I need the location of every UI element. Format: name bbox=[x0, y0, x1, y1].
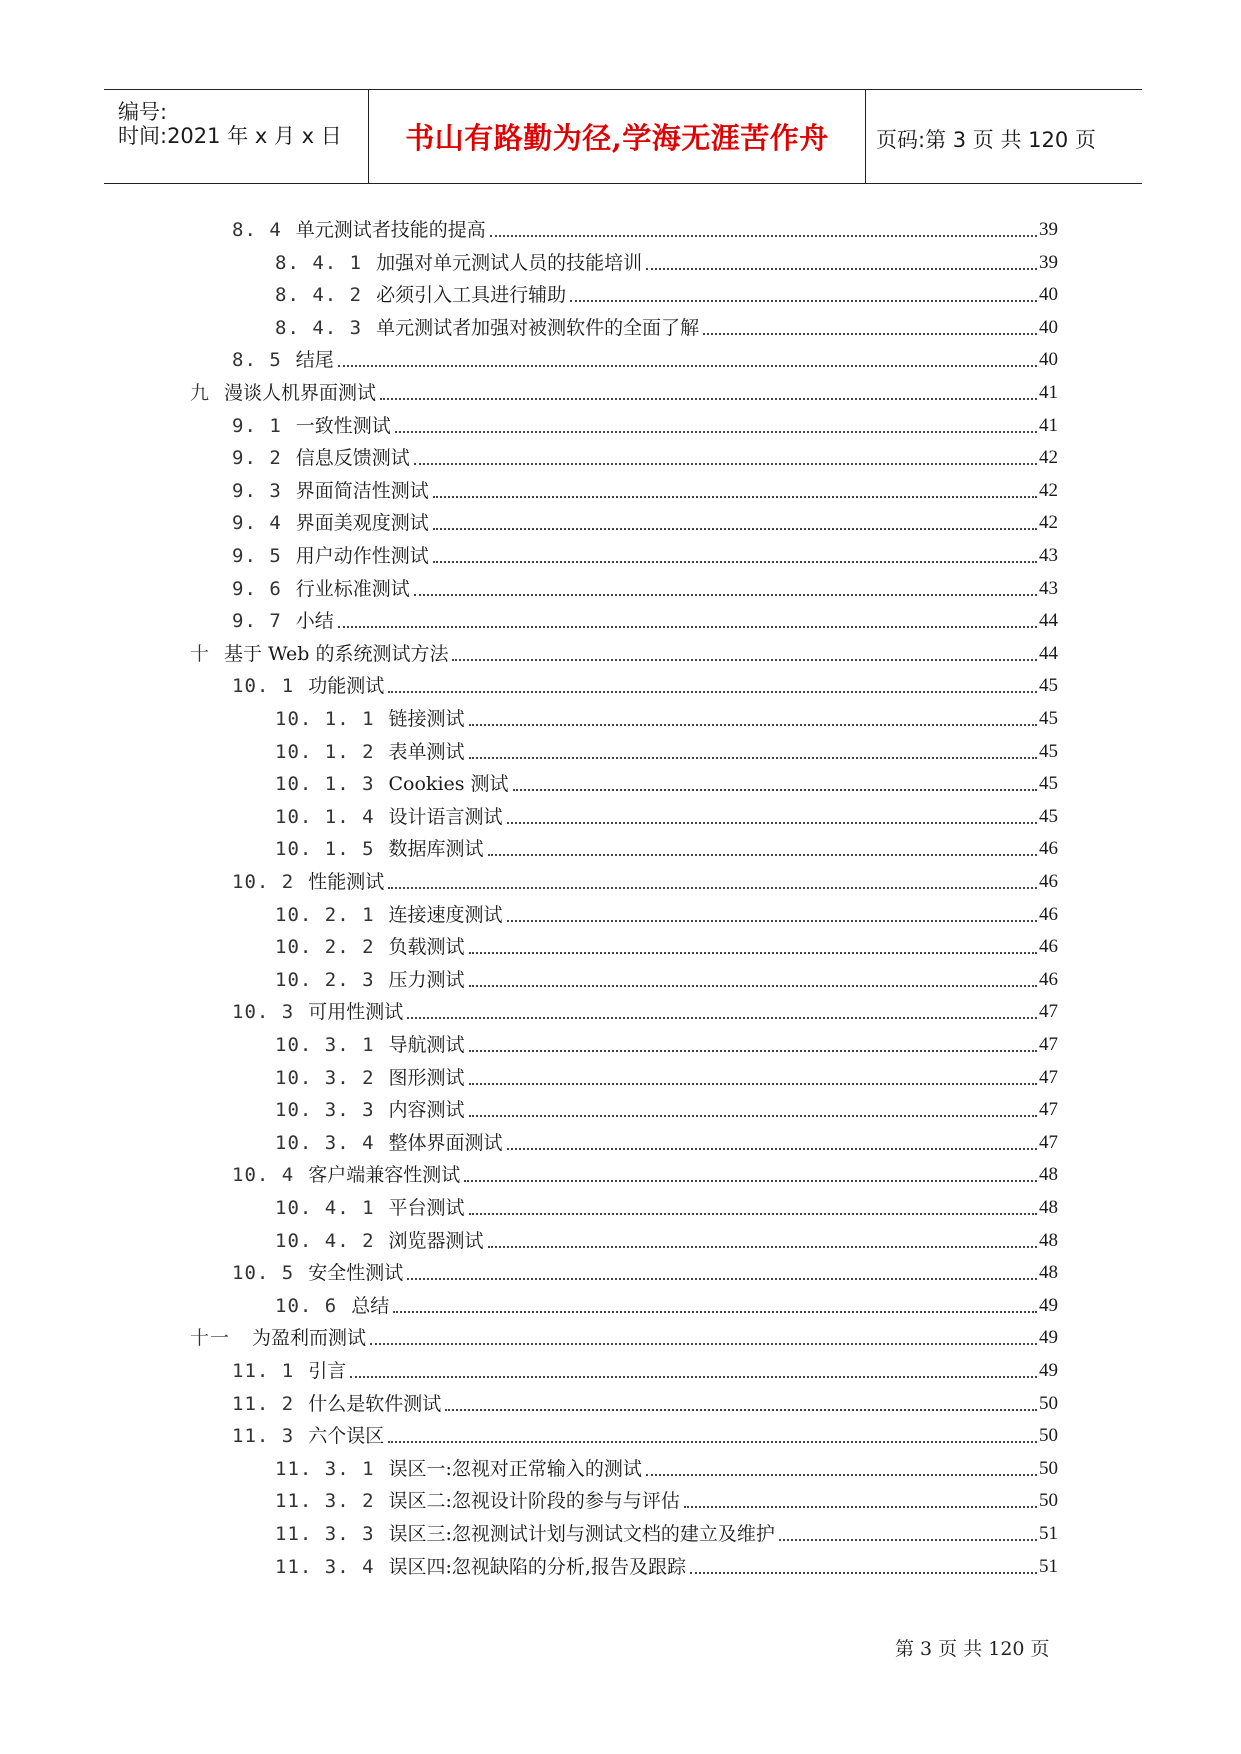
toc-entry[interactable] bbox=[275, 1485, 1058, 1513]
toc-entry-number: 10. 2. 1 bbox=[275, 903, 375, 926]
toc-entry[interactable] bbox=[275, 1518, 1058, 1546]
toc-entry-page: 44 bbox=[1039, 642, 1058, 664]
toc-entry-page: 46 bbox=[1039, 936, 1058, 958]
toc-entry[interactable] bbox=[232, 1355, 1058, 1383]
toc-entry-title: 导航测试 bbox=[388, 1034, 465, 1056]
toc-entry-title: 性能测试 bbox=[308, 871, 385, 893]
toc-leader-dots bbox=[507, 822, 1037, 824]
toc-entry-number: 11. 3. 4 bbox=[275, 1555, 375, 1578]
toc-entry[interactable] bbox=[232, 442, 1058, 470]
toc-entry-number: 十 bbox=[190, 642, 211, 665]
toc-entry-page: 49 bbox=[1039, 1360, 1058, 1381]
toc-entry-page: 45 bbox=[1039, 740, 1058, 762]
toc-entry-title: 误区三:忽视测试计划与测试文档的建立及维护 bbox=[388, 1523, 775, 1545]
toc-entry-number: 8. 4. 3 bbox=[275, 316, 363, 339]
toc-entry-page: 48 bbox=[1039, 1164, 1058, 1186]
header-motto-cell bbox=[368, 90, 866, 183]
toc-entry-number: 9. 3 bbox=[232, 479, 282, 502]
toc-entry-title: 六个误区 bbox=[308, 1425, 385, 1448]
toc-leader-dots bbox=[407, 1017, 1037, 1019]
toc-entry-number: 10. 3. 1 bbox=[275, 1034, 375, 1056]
toc-leader-dots bbox=[469, 724, 1037, 726]
toc-entry-title: 一致性测试 bbox=[295, 414, 391, 437]
toc-entry-page: 46 bbox=[1039, 871, 1058, 892]
toc-leader-dots bbox=[388, 1441, 1037, 1443]
toc-entry-title: 链接测试 bbox=[388, 708, 465, 730]
page-footer: 第 3 页 共 120 页 bbox=[895, 1638, 1050, 1660]
toc-entry-page: 42 bbox=[1039, 479, 1058, 501]
toc-entry-title: 总结 bbox=[351, 1294, 390, 1317]
toc-leader-dots bbox=[445, 1409, 1037, 1411]
toc-entry-title: 必须引入工具进行辅助 bbox=[376, 284, 567, 307]
toc-entry-page: 51 bbox=[1039, 1555, 1058, 1577]
toc-entry[interactable] bbox=[275, 1094, 1058, 1122]
toc-entry-number: 10. 1. 2 bbox=[275, 740, 375, 763]
toc-leader-dots bbox=[433, 528, 1037, 530]
toc-entry-number: 9. 2 bbox=[232, 447, 282, 470]
toc-entry-number: 10. 1 bbox=[232, 675, 295, 698]
toc-entry-page: 40 bbox=[1039, 349, 1058, 371]
toc-entry-page: 48 bbox=[1039, 1197, 1058, 1218]
toc-entry-number: 10. 3. 4 bbox=[275, 1131, 375, 1154]
toc-entry[interactable] bbox=[275, 1551, 1058, 1579]
toc-entry-page: 50 bbox=[1039, 1490, 1058, 1512]
toc-leader-dots bbox=[388, 691, 1037, 693]
toc-leader-dots bbox=[469, 757, 1037, 759]
toc-leader-dots bbox=[370, 1343, 1037, 1345]
toc-entry-number: 10. 1. 4 bbox=[275, 805, 375, 828]
toc-leader-dots bbox=[414, 594, 1037, 596]
toc-leader-dots bbox=[395, 431, 1037, 433]
toc-entry-title: 数据库测试 bbox=[388, 838, 484, 861]
toc-leader-dots bbox=[513, 789, 1037, 791]
toc-entry-page: 49 bbox=[1039, 1327, 1058, 1349]
toc-entry-number: 10. 1. 5 bbox=[275, 838, 375, 861]
toc-entry[interactable] bbox=[190, 377, 1058, 405]
toc-entry[interactable] bbox=[275, 931, 1058, 959]
toc-leader-dots bbox=[469, 952, 1037, 954]
toc-entry[interactable] bbox=[275, 964, 1058, 992]
toc-entry-number: 9. 4 bbox=[232, 512, 282, 535]
toc-entry-number: 8. 4. 2 bbox=[275, 284, 363, 307]
toc-entry[interactable] bbox=[232, 344, 1058, 372]
toc-entry-title: 引言 bbox=[308, 1360, 347, 1382]
toc-leader-dots bbox=[388, 887, 1037, 889]
toc-entry[interactable] bbox=[275, 247, 1058, 275]
toc-entry[interactable] bbox=[275, 312, 1058, 340]
toc-entry-number: 10. 4. 1 bbox=[275, 1197, 375, 1219]
toc-entry-page: 48 bbox=[1039, 1229, 1058, 1251]
toc-entry-page: 42 bbox=[1039, 512, 1058, 534]
toc-entry-page: 50 bbox=[1039, 1425, 1058, 1447]
toc-entry-page: 44 bbox=[1039, 610, 1058, 632]
toc-entry-page: 43 bbox=[1039, 545, 1058, 566]
toc-entry-number: 11. 1 bbox=[232, 1360, 295, 1382]
toc-leader-dots bbox=[350, 1376, 1037, 1378]
toc-entry[interactable] bbox=[232, 540, 1058, 568]
toc-entry-title: 为盈利而测试 bbox=[252, 1327, 367, 1350]
toc-leader-dots bbox=[469, 1115, 1037, 1117]
toc-entry-title: 用户动作性测试 bbox=[295, 545, 429, 567]
toc-entry-title: 误区二:忽视设计阶段的参与与评估 bbox=[388, 1490, 680, 1513]
toc-entry[interactable] bbox=[232, 996, 1058, 1024]
toc-entry-number: 10. 1. 1 bbox=[275, 708, 375, 730]
toc-entry-title: 什么是软件测试 bbox=[308, 1392, 442, 1415]
toc-entry[interactable] bbox=[275, 279, 1058, 307]
toc-entry[interactable] bbox=[275, 736, 1058, 764]
toc-entry[interactable] bbox=[275, 1127, 1058, 1155]
toc-entry[interactable] bbox=[232, 410, 1058, 438]
header-left-cell bbox=[104, 90, 368, 183]
toc-entry-number: 11. 3. 2 bbox=[275, 1490, 375, 1513]
toc-entry-title: 平台测试 bbox=[388, 1197, 465, 1219]
toc-entry-title: 整体界面测试 bbox=[388, 1131, 503, 1154]
toc-entry-page: 42 bbox=[1039, 447, 1058, 469]
toc-entry-page: 40 bbox=[1039, 316, 1058, 338]
toc-entry-page: 46 bbox=[1039, 903, 1058, 925]
toc-entry-title: 负载测试 bbox=[388, 936, 465, 959]
toc-entry-number: 11. 3 bbox=[232, 1425, 295, 1448]
toc-entry-title: 连接速度测试 bbox=[388, 903, 503, 926]
toc-leader-dots bbox=[507, 1148, 1037, 1150]
toc-entry-number: 10. 3. 2 bbox=[275, 1066, 375, 1089]
toc-entry[interactable] bbox=[232, 1257, 1058, 1285]
toc-entry-title: 加强对单元测试人员的技能培训 bbox=[376, 251, 643, 274]
toc-entry-number: 11. 2 bbox=[232, 1392, 295, 1415]
toc-leader-dots bbox=[703, 333, 1037, 335]
toc-entry-page: 50 bbox=[1039, 1457, 1058, 1479]
header-motto: 书山有路勤为径,学海无涯苦作舟 bbox=[405, 121, 829, 155]
toc-entry-number: 8. 5 bbox=[232, 349, 282, 372]
toc-leader-dots bbox=[690, 1572, 1037, 1574]
toc-entry[interactable] bbox=[275, 1192, 1058, 1220]
toc-entry-number: 十一 bbox=[190, 1327, 231, 1350]
toc-entry-page: 49 bbox=[1039, 1294, 1058, 1316]
toc-entry-number: 10. 2 bbox=[232, 871, 295, 893]
toc-entry-title: 可用性测试 bbox=[308, 1001, 404, 1024]
toc-entry-page: 43 bbox=[1039, 577, 1058, 599]
toc-entry-page: 46 bbox=[1039, 838, 1058, 860]
toc-entry-page: 48 bbox=[1039, 1262, 1058, 1284]
toc-entry-title: 界面简洁性测试 bbox=[295, 479, 429, 502]
toc-leader-dots bbox=[488, 854, 1037, 856]
toc-entry-title: 安全性测试 bbox=[308, 1262, 404, 1285]
toc-leader-dots bbox=[433, 561, 1037, 563]
toc-entry-page: 47 bbox=[1039, 1001, 1058, 1023]
toc-leader-dots bbox=[779, 1539, 1037, 1541]
toc-entry-page: 39 bbox=[1039, 251, 1058, 273]
toc-entry-page: 41 bbox=[1039, 414, 1058, 436]
toc-entry-page: 47 bbox=[1039, 1034, 1058, 1055]
toc-entry-page: 47 bbox=[1039, 1131, 1058, 1153]
toc-entry-title: 客户端兼容性测试 bbox=[308, 1164, 461, 1187]
header-page-number: 页码:第 3 页 共 120 页 bbox=[876, 128, 1096, 152]
toc-entry-title: 漫谈人机界面测试 bbox=[224, 382, 377, 404]
toc-entry-title: 表单测试 bbox=[388, 740, 465, 763]
toc-entry-title: 基于 Web 的系统测试方法 bbox=[224, 642, 449, 665]
toc-leader-dots bbox=[393, 1311, 1037, 1313]
toc-entry[interactable] bbox=[275, 899, 1058, 927]
document-number-label: 编号: bbox=[118, 100, 168, 124]
toc-leader-dots bbox=[646, 268, 1037, 270]
toc-entry[interactable] bbox=[275, 1453, 1058, 1481]
toc-entry-page: 47 bbox=[1039, 1099, 1058, 1121]
toc-entry-title: 小结 bbox=[295, 610, 334, 633]
toc-entry-title: 内容测试 bbox=[388, 1099, 465, 1122]
toc-leader-dots bbox=[414, 463, 1037, 465]
toc-entry[interactable] bbox=[275, 1062, 1058, 1090]
toc-entry[interactable] bbox=[232, 475, 1058, 503]
toc-entry-title: Cookies 测试 bbox=[388, 773, 509, 796]
toc-entry-number: 9. 7 bbox=[232, 610, 282, 633]
toc-entry-title: 误区一:忽视对正常输入的测试 bbox=[388, 1457, 642, 1480]
toc-entry-page: 50 bbox=[1039, 1392, 1058, 1414]
toc-entry-page: 45 bbox=[1039, 773, 1058, 795]
toc-entry-page: 47 bbox=[1039, 1066, 1058, 1088]
toc-entry-title: 图形测试 bbox=[388, 1066, 465, 1089]
toc-entry-number: 10. 4. 2 bbox=[275, 1229, 375, 1252]
toc-entry-number: 11. 3. 1 bbox=[275, 1457, 375, 1480]
toc-entry-page: 39 bbox=[1039, 219, 1058, 240]
toc-entry[interactable] bbox=[275, 801, 1058, 829]
toc-entry[interactable] bbox=[275, 703, 1058, 731]
toc-entry[interactable] bbox=[232, 1388, 1058, 1416]
toc-entry-page: 45 bbox=[1039, 805, 1058, 827]
toc-entry-number: 11. 3. 3 bbox=[275, 1523, 375, 1545]
toc-entry-number: 九 bbox=[190, 382, 211, 404]
toc-entry-page: 40 bbox=[1039, 284, 1058, 306]
toc-entry-title: 行业标准测试 bbox=[295, 577, 410, 600]
document-time-label: 时间:2021 年 x 月 x 日 bbox=[118, 124, 342, 148]
toc-entry-title: 单元测试者加强对被测软件的全面了解 bbox=[376, 316, 700, 339]
toc-entry-number: 9. 5 bbox=[232, 545, 282, 567]
toc-entry[interactable] bbox=[232, 1159, 1058, 1187]
toc-leader-dots bbox=[469, 1213, 1037, 1215]
toc-leader-dots bbox=[570, 300, 1037, 302]
toc-entry-page: 41 bbox=[1039, 382, 1058, 403]
toc-entry-title: 结尾 bbox=[295, 349, 334, 372]
toc-leader-dots bbox=[469, 1083, 1037, 1085]
toc-leader-dots bbox=[407, 1278, 1037, 1280]
toc-entry[interactable] bbox=[190, 1322, 1058, 1350]
toc-leader-dots bbox=[433, 496, 1037, 498]
toc-entry[interactable] bbox=[190, 638, 1058, 666]
toc-entry[interactable] bbox=[232, 507, 1058, 535]
page-header bbox=[104, 89, 1142, 184]
toc-leader-dots bbox=[684, 1506, 1037, 1508]
toc-leader-dots bbox=[490, 235, 1037, 237]
toc-entry-number: 9. 6 bbox=[232, 577, 282, 600]
toc-leader-dots bbox=[452, 659, 1037, 661]
toc-leader-dots bbox=[646, 1474, 1037, 1476]
toc-entry[interactable] bbox=[275, 1290, 1058, 1318]
toc-entry-title: 浏览器测试 bbox=[388, 1229, 484, 1252]
toc-entry[interactable] bbox=[232, 214, 1058, 242]
toc-entry[interactable] bbox=[275, 1225, 1058, 1253]
toc-entry-number: 8. 4. 1 bbox=[275, 251, 363, 274]
toc-entry-page: 46 bbox=[1039, 968, 1058, 990]
toc-entry-number: 10. 1. 3 bbox=[275, 773, 375, 796]
toc-entry-number: 10. 3 bbox=[232, 1001, 295, 1024]
toc-entry-title: 界面美观度测试 bbox=[295, 512, 429, 535]
toc-leader-dots bbox=[469, 1050, 1037, 1052]
toc-leader-dots bbox=[469, 985, 1037, 987]
toc-leader-dots bbox=[507, 920, 1037, 922]
toc-leader-dots bbox=[380, 398, 1037, 400]
toc-leader-dots bbox=[464, 1180, 1037, 1182]
toc-entry-number: 10. 6 bbox=[275, 1294, 338, 1317]
header-page-cell bbox=[864, 90, 1142, 183]
toc-entry[interactable] bbox=[232, 605, 1058, 633]
toc-entry[interactable] bbox=[275, 1029, 1058, 1057]
toc-entry-title: 单元测试者技能的提高 bbox=[295, 219, 486, 241]
toc-entry[interactable] bbox=[232, 670, 1058, 698]
toc-entry-title: 信息反馈测试 bbox=[295, 447, 410, 470]
toc-entry-number: 8. 4 bbox=[232, 219, 282, 241]
toc-entry-title: 功能测试 bbox=[308, 675, 385, 698]
toc-entry-number: 9. 1 bbox=[232, 414, 282, 437]
toc-entry[interactable] bbox=[232, 866, 1058, 894]
toc-entry-title: 压力测试 bbox=[388, 968, 465, 991]
toc-entry-title: 误区四:忽视缺陷的分析,报告及跟踪 bbox=[388, 1555, 686, 1578]
toc-entry-page: 51 bbox=[1039, 1523, 1058, 1544]
toc-entry-number: 10. 2. 3 bbox=[275, 968, 375, 991]
toc-entry-number: 10. 2. 2 bbox=[275, 936, 375, 959]
toc-leader-dots bbox=[338, 626, 1037, 628]
toc-entry-number: 10. 5 bbox=[232, 1262, 295, 1285]
toc-entry-number: 10. 3. 3 bbox=[275, 1099, 375, 1122]
toc-entry[interactable] bbox=[275, 768, 1058, 796]
toc-leader-dots bbox=[488, 1246, 1037, 1248]
toc-entry-number: 10. 4 bbox=[232, 1164, 295, 1187]
toc-leader-dots bbox=[338, 365, 1037, 367]
toc-entry-title: 设计语言测试 bbox=[388, 805, 503, 828]
toc-entry-page: 45 bbox=[1039, 708, 1058, 729]
toc-entry[interactable] bbox=[232, 1420, 1058, 1448]
toc-entry[interactable] bbox=[275, 833, 1058, 861]
toc-entry[interactable] bbox=[232, 573, 1058, 601]
toc-entry-page: 45 bbox=[1039, 675, 1058, 697]
